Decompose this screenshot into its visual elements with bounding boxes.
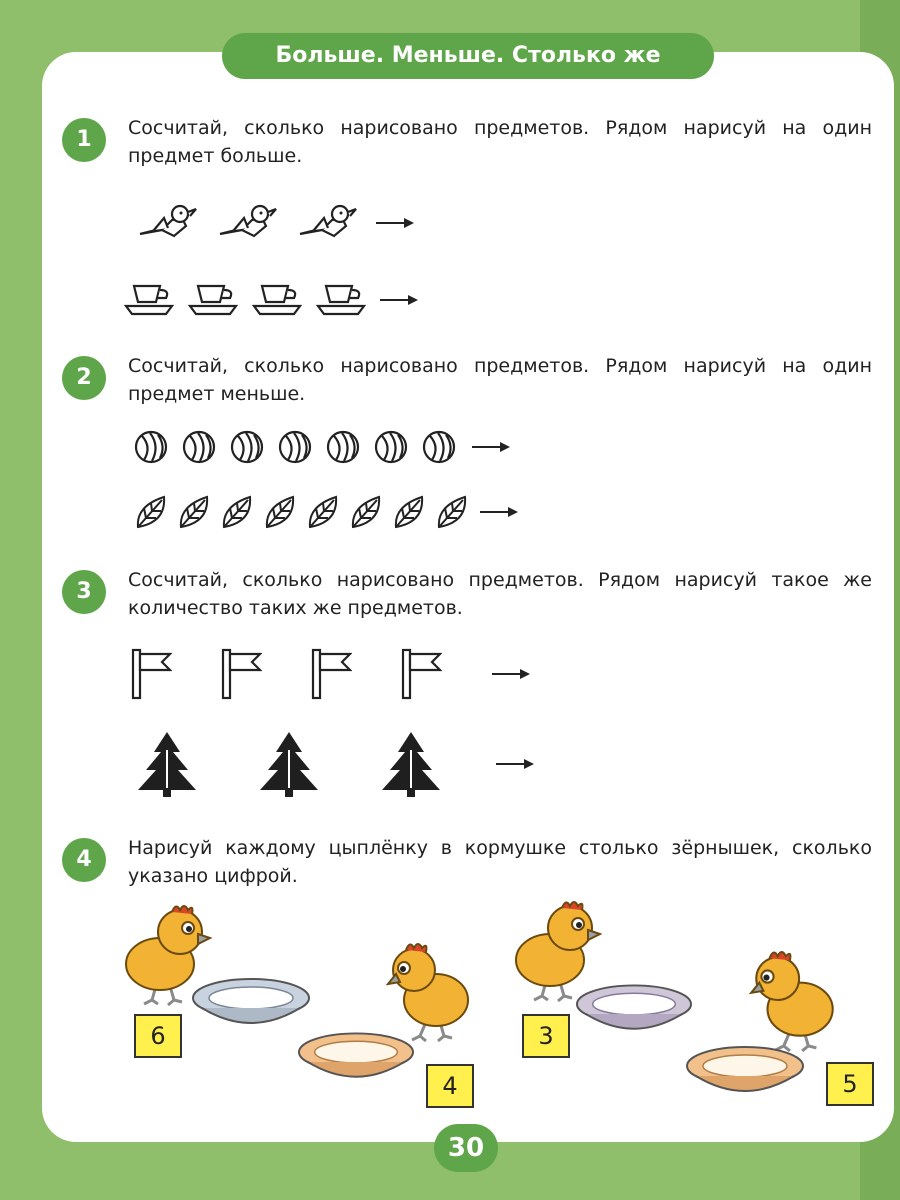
arrow-icon <box>478 505 520 519</box>
task-1-number: 1 <box>62 118 106 162</box>
ball-icon <box>134 430 168 464</box>
cup-icon <box>314 282 368 318</box>
task-4-number: 4 <box>62 838 106 882</box>
ball-icon <box>278 430 312 464</box>
feeder-bowl[interactable] <box>684 1044 806 1102</box>
leaf-icon <box>349 494 383 530</box>
feeder-bowl[interactable] <box>190 976 312 1034</box>
task-1-text: Сосчитай, сколько нарисовано предметов. Рядом нарисуй на один предмет больше. <box>128 117 872 167</box>
task-3-text: Сосчитай, сколько нарисовано предметов. Рядом нарисуй такое же количество таких же предметов. <box>128 569 872 619</box>
arrow-icon <box>494 757 536 771</box>
arrow-icon <box>378 293 420 307</box>
grain-count-box: 6 <box>134 1014 182 1058</box>
leaf-icon <box>392 494 426 530</box>
grain-count-box: 3 <box>522 1014 570 1058</box>
ball-icon <box>182 430 216 464</box>
chick-icon <box>386 940 474 1042</box>
arrow-icon <box>374 216 416 230</box>
task-3-flags-row <box>130 648 532 700</box>
arrow-icon <box>470 440 512 454</box>
cup-icon <box>250 282 304 318</box>
flag-icon <box>130 648 172 700</box>
flag-icon <box>400 648 442 700</box>
leaf-icon <box>435 494 469 530</box>
task-3-trees-row <box>134 730 536 798</box>
leaf-icon <box>134 494 168 530</box>
ball-icon <box>374 430 408 464</box>
bird-icon <box>134 200 198 246</box>
flag-icon <box>310 648 352 700</box>
feeder-bowl[interactable] <box>574 982 694 1040</box>
bird-icon <box>214 200 278 246</box>
leaf-icon <box>306 494 340 530</box>
task-3-number: 3 <box>62 570 106 614</box>
page-number: 30 <box>434 1124 498 1172</box>
fir-tree-icon <box>256 730 322 798</box>
cup-icon <box>186 282 240 318</box>
arrow-icon <box>490 667 532 681</box>
bird-icon <box>294 200 358 246</box>
fir-tree-icon <box>378 730 444 798</box>
task-2-leaves-row <box>134 494 520 530</box>
ball-icon <box>230 430 264 464</box>
ball-icon <box>422 430 456 464</box>
task-2-number: 2 <box>62 356 106 400</box>
chick-icon <box>748 948 840 1052</box>
cup-icon <box>122 282 176 318</box>
flag-icon <box>220 648 262 700</box>
task-1-birds-row <box>134 200 416 246</box>
fir-tree-icon <box>134 730 200 798</box>
task-2-text: Сосчитай, сколько нарисовано предметов. Рядом нарисуй на один предмет меньше. <box>128 355 872 405</box>
task-4-text: Нарисуй каждому цыплёнку в кормушке столько зёрнышек, сколько указано цифрой. <box>128 837 872 887</box>
ball-icon <box>326 430 360 464</box>
task-1-cups-row <box>122 282 420 318</box>
grain-count-box: 4 <box>426 1064 474 1108</box>
leaf-icon <box>263 494 297 530</box>
page-title: Больше. Меньше. Столько же <box>222 33 714 79</box>
feeder-bowl[interactable] <box>296 1030 416 1088</box>
leaf-icon <box>220 494 254 530</box>
task-2-balls-row <box>134 430 512 464</box>
leaf-icon <box>177 494 211 530</box>
grain-count-box: 5 <box>826 1062 874 1106</box>
